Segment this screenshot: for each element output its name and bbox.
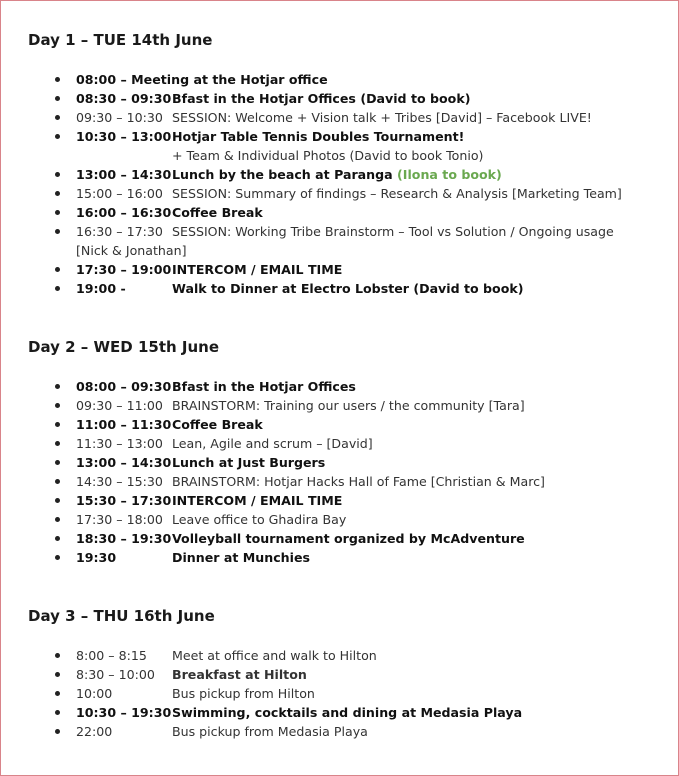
list-item — [0, 548, 679, 567]
bullet-icon — [55, 267, 60, 272]
item-desc: Lean, Agile and scrum – [David] — [172, 436, 373, 451]
item-desc: Coffee Break — [172, 205, 263, 220]
bullet-icon — [55, 96, 60, 101]
bullet-icon — [55, 229, 60, 234]
item-time: 09:30 – 10:30 — [76, 110, 163, 125]
list-item — [0, 434, 679, 453]
item-desc: Walk to Dinner at Electro Lobster (David to book) — [172, 281, 524, 296]
day-3-agenda — [0, 646, 679, 741]
item-desc: Hotjar Table Tennis Doubles Tournament! — [172, 129, 465, 144]
item-time: 08:30 – 09:30 — [76, 91, 172, 106]
list-item — [0, 127, 679, 146]
item-time: 19:00 - — [76, 281, 126, 296]
item-time: 16:30 – 17:30 — [76, 224, 163, 239]
list-item — [0, 222, 679, 241]
item-time: 08:00 – 09:30 — [76, 379, 172, 394]
list-item — [0, 646, 679, 665]
bullet-icon — [55, 691, 60, 696]
bullet-icon — [55, 653, 60, 658]
day-3-heading: Day 3 – THU 16th June — [28, 607, 215, 625]
item-desc: Breakfast at Hilton — [172, 667, 307, 682]
item-desc: SESSION: Summary of findings – Research & Analysis [Marketing Team] — [172, 186, 622, 201]
list-item — [0, 377, 679, 396]
item-time: 13:00 – 14:30 — [76, 455, 172, 470]
item-desc: Bfast in the Hotjar Offices — [172, 379, 356, 394]
item-desc: INTERCOM / EMAIL TIME — [172, 493, 343, 508]
item-time: 11:30 – 13:00 — [76, 436, 163, 451]
list-item — [0, 165, 679, 184]
item-time: 10:30 – 13:00 — [76, 129, 172, 144]
item-desc: BRAINSTORM: Hotjar Hacks Hall of Fame [Christian & Marc] — [172, 474, 545, 489]
list-item — [0, 665, 679, 684]
bullet-icon — [55, 134, 60, 139]
item-desc-wrap: [Nick & Jonathan] — [76, 243, 187, 258]
item-desc: Bfast in the Hotjar Offices (David to book) — [172, 91, 471, 106]
list-item — [0, 684, 679, 703]
bullet-icon — [55, 555, 60, 560]
bullet-icon — [55, 710, 60, 715]
list-item — [0, 70, 679, 89]
item-desc: Volleyball tournament organized by McAdventure — [172, 531, 525, 546]
bullet-icon — [55, 517, 60, 522]
item-time: 11:00 – 11:30 — [76, 417, 172, 432]
item-time: 8:00 – 8:15 — [76, 648, 147, 663]
bullet-icon — [55, 729, 60, 734]
bullet-icon — [55, 403, 60, 408]
day-1-agenda — [0, 70, 679, 298]
item-time: 08:00 – Meeting at the Hotjar office — [76, 72, 328, 87]
item-time: 16:00 – 16:30 — [76, 205, 172, 220]
item-desc: + Team & Individual Photos (David to book Tonio) — [172, 148, 484, 163]
bullet-icon — [55, 479, 60, 484]
bullet-icon — [55, 536, 60, 541]
item-desc: Meet at office and walk to Hilton — [172, 648, 377, 663]
bullet-icon — [55, 422, 60, 427]
bullet-icon — [55, 77, 60, 82]
item-time: 15:00 – 16:00 — [76, 186, 163, 201]
day-2-agenda — [0, 377, 679, 567]
list-item — [0, 279, 679, 298]
list-item — [0, 529, 679, 548]
item-time: 18:30 – 19:30 — [76, 531, 172, 546]
bullet-icon — [55, 498, 60, 503]
item-time: 17:30 – 19:00 — [76, 262, 172, 277]
bullet-icon — [55, 172, 60, 177]
item-time: 22:00 — [76, 724, 113, 739]
item-desc: Lunch by the beach at Paranga (Ilona to book) — [172, 167, 502, 182]
item-desc: Leave office to Ghadira Bay — [172, 512, 347, 527]
bullet-icon — [55, 210, 60, 215]
list-item-continuation — [0, 241, 679, 260]
item-time: 8:30 – 10:00 — [76, 667, 155, 682]
item-time: 14:30 – 15:30 — [76, 474, 163, 489]
bullet-icon — [55, 460, 60, 465]
bullet-icon — [55, 441, 60, 446]
list-item — [0, 260, 679, 279]
item-desc: SESSION: Working Tribe Brainstorm – Tool vs Solution / Ongoing usage — [172, 224, 614, 239]
day-1-heading: Day 1 – TUE 14th June — [28, 31, 213, 49]
bullet-icon — [55, 191, 60, 196]
item-time: 10:00 — [76, 686, 113, 701]
day-2-heading: Day 2 – WED 15th June — [28, 338, 220, 356]
item-time: 09:30 – 11:00 — [76, 398, 163, 413]
item-desc: SESSION: Welcome + Vision talk + Tribes [David] – Facebook LIVE! — [172, 110, 592, 125]
list-item — [0, 89, 679, 108]
bullet-icon — [55, 384, 60, 389]
bullet-icon — [55, 286, 60, 291]
item-desc: Bus pickup from Medasia Playa — [172, 724, 368, 739]
item-desc: Swimming, cocktails and dining at Medasia Playa — [172, 705, 523, 720]
bullet-icon — [55, 672, 60, 677]
item-desc: Bus pickup from Hilton — [172, 686, 315, 701]
list-item-continuation — [0, 146, 679, 165]
item-time: 15:30 – 17:30 — [76, 493, 172, 508]
list-item — [0, 703, 679, 722]
list-item — [0, 472, 679, 491]
list-item — [0, 453, 679, 472]
item-desc: Dinner at Munchies — [172, 550, 310, 565]
item-desc: Lunch at Just Burgers — [172, 455, 326, 470]
item-time: 17:30 – 18:00 — [76, 512, 163, 527]
item-desc: Coffee Break — [172, 417, 263, 432]
booking-note: (Ilona to book) — [397, 167, 502, 182]
item-desc: INTERCOM / EMAIL TIME — [172, 262, 343, 277]
item-time: 13:00 – 14:30 — [76, 167, 172, 182]
item-desc: BRAINSTORM: Training our users / the community [Tara] — [172, 398, 525, 413]
list-item — [0, 722, 679, 741]
item-time: 19:30 — [76, 550, 117, 565]
list-item — [0, 108, 679, 127]
list-item — [0, 415, 679, 434]
item-time: 10:30 – 19:30 — [76, 705, 172, 720]
list-item — [0, 184, 679, 203]
bullet-icon — [55, 115, 60, 120]
list-item — [0, 203, 679, 222]
list-item — [0, 396, 679, 415]
list-item — [0, 491, 679, 510]
list-item — [0, 510, 679, 529]
